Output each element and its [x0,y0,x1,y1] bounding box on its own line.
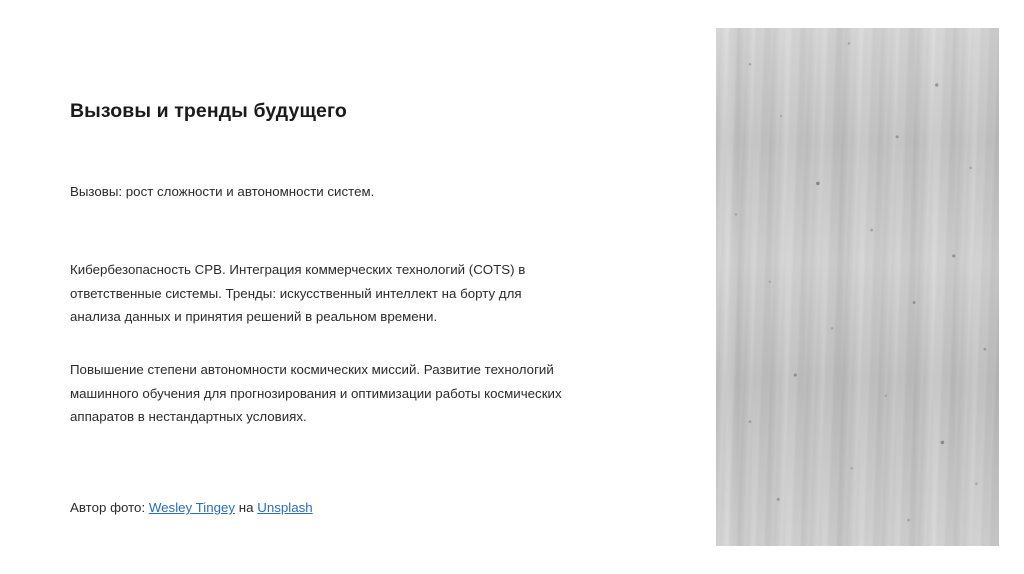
body-paragraph-3: Повышение степени автономности космических миссий. Развитие технологий машинного обучения для прогнозирования и оптимизации работы космических аппаратов в нестандартных условиях. [70,362,562,425]
photo-credit-middle: на [235,500,258,515]
photo-credit [70,497,313,518]
concrete-texture-photo [716,28,999,546]
photo-author-link[interactable]: Wesley Tingey [148,500,236,515]
photo-credit-prefix: Автор фото: [70,500,149,515]
photo-speckle-overlay [716,28,999,546]
body-paragraph-1: Вызовы: рост сложности и автономности систем. [70,184,375,199]
page-title: Вызовы и тренды будущего [70,100,347,122]
photo-source-link[interactable]: Unsplash [257,500,313,515]
body-paragraph-2: Кибербезопасность СРВ. Интеграция коммерческих технологий (COTS) в ответственные системы. Тренды: искусственный интеллект на борту для анализа данных и принятия решений в реальном времени. [70,262,526,325]
slide-content [70,0,630,574]
